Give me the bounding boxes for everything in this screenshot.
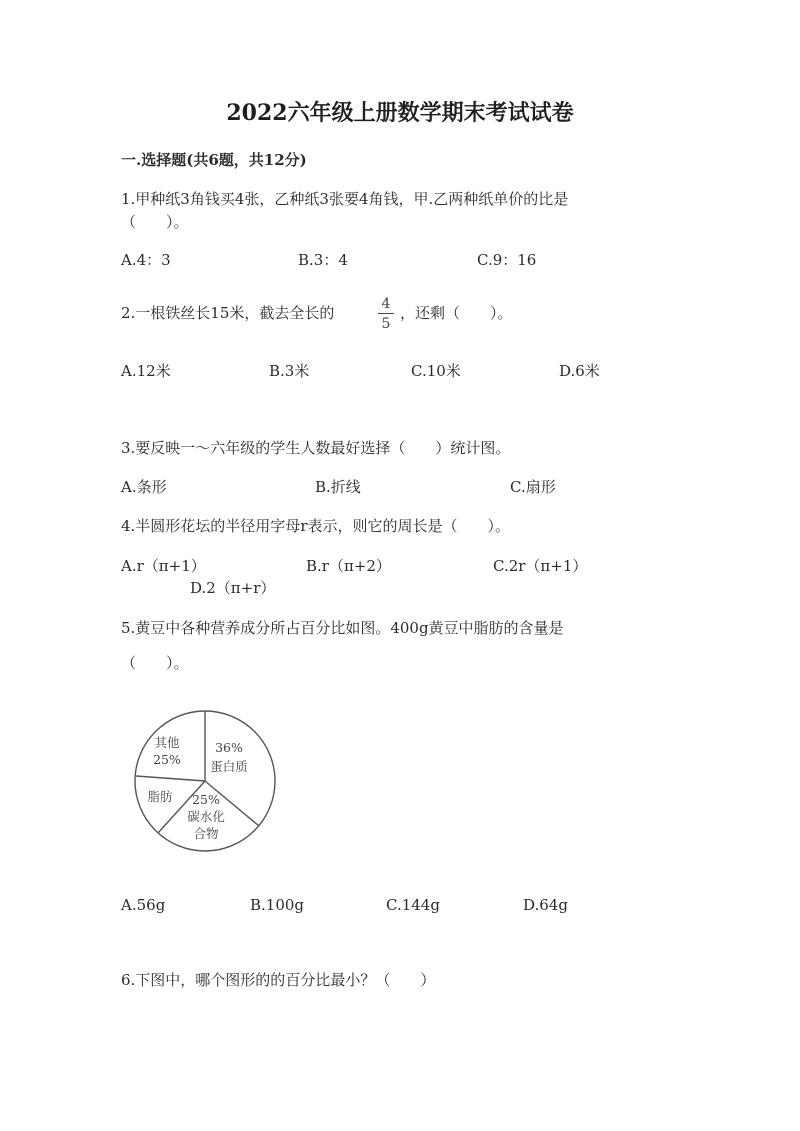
question-5-option-c: C.144g (386, 896, 440, 914)
slice-carb-name-1: 碳水化 (187, 809, 225, 824)
question-5-option-b: B.100g (250, 896, 305, 914)
question-4-option-b: B.r（π+2） (306, 557, 391, 575)
question-5-text: 5.黄豆中各种营养成分所占百分比如图。400g黄豆中脂肪的含量是 (121, 619, 564, 637)
question-3-option-a: A.条形 (121, 478, 167, 496)
question-1-option-a: A.4：3 (121, 251, 171, 269)
question-2-text: 2.一根铁丝长15米，截去全长的 (121, 304, 335, 322)
question-3-text: 3.要反映一～六年级的学生人数最好选择（ ）统计图。 (121, 439, 511, 457)
slice-other-percent: 25% (153, 752, 181, 767)
fraction-bar (378, 313, 394, 314)
question-1-text: 1.甲种纸3角钱买4张，乙种纸3张要4角钱，甲.乙两种纸单价的比是 (121, 190, 569, 208)
slice-carb-percent: 25% (192, 792, 220, 807)
pie-divider-left (136, 776, 205, 781)
question-3-option-b: B.折线 (315, 478, 361, 496)
fraction (378, 296, 394, 332)
fraction-numerator: 4 (381, 296, 391, 312)
slice-protein-percent: 36% (215, 740, 243, 755)
question-2-option-a: A.12米 (121, 362, 171, 380)
question-6-text: 6.下图中，哪个图形的的百分比最小？（ ） (121, 971, 436, 989)
fraction-denominator: 5 (381, 316, 391, 332)
question-2-text-end: ，还剩（ ）。 (400, 304, 513, 322)
section-heading: 一.选择题(共6题，共12分) (121, 151, 307, 169)
slice-protein-name: 蛋白质 (210, 759, 248, 774)
slice-carb-name-2: 合物 (193, 826, 219, 841)
question-2-option-b: B.3米 (269, 362, 310, 380)
question-3-option-c: C.扇形 (510, 478, 556, 496)
slice-fat-name: 脂肪 (147, 789, 173, 804)
question-5-blank: （ ）。 (121, 654, 189, 672)
question-4-option-c: C.2r（π+1） (493, 557, 588, 575)
pie-chart (126, 706, 286, 854)
question-2-option-d: D.6米 (559, 362, 600, 380)
slice-other-name: 其他 (154, 735, 180, 750)
question-1-blank: （ ）。 (121, 213, 189, 231)
question-5-option-a: A.56g (121, 896, 166, 914)
page-title: 2022六年级上册数学期末考试试卷 (226, 100, 574, 126)
question-1-option-b: B.3：4 (298, 251, 348, 269)
question-4-option-a: A.r（π+1） (121, 557, 206, 575)
question-1-option-c: C.9：16 (477, 251, 537, 269)
question-4-option-d: D.2（π+r） (190, 579, 276, 597)
question-4-text: 4.半圆形花坛的半径用字母r表示，则它的周长是（ ）。 (121, 517, 510, 535)
question-2-option-c: C.10米 (411, 362, 461, 380)
question-5-option-d: D.64g (523, 896, 568, 914)
